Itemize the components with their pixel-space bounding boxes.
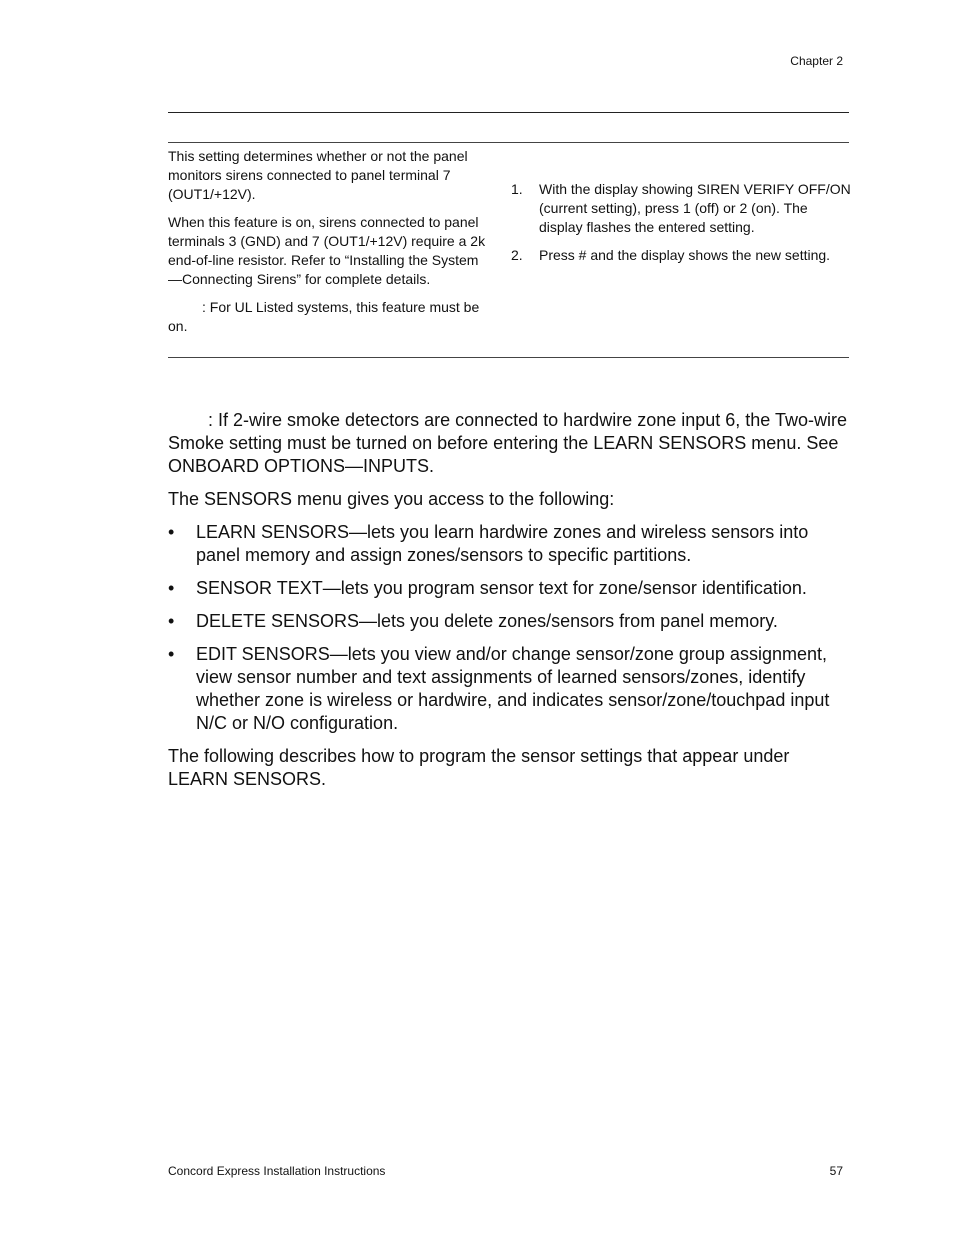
bullet: • [168,522,175,542]
list-item-text: SENSOR TEXT—lets you program sensor text for zone/sensor identification. [196,578,807,598]
footer-title: Concord Express Installation Instructions [168,1164,386,1178]
sensors-menu-list [168,521,848,735]
table-bottom-rule [168,357,849,358]
ul-note [168,298,492,336]
header-rule [168,112,849,113]
bullet: • [168,644,175,664]
step-number: 1. [511,181,523,197]
step-item [511,246,853,265]
smoke-detector-note [168,409,848,478]
list-item-text: LEARN SENSORS—lets you learn hardwire zones and wireless sensors into panel memory and assign zones/sensors to specific partitions. [196,522,809,565]
list-item [168,521,848,567]
smoke-detector-note-text: : If 2-wire smoke detectors are connected to hardwire zone input 6, the Two-wire Smoke setting must be turned on before entering the LEARN SENSORS menu. See ONBOARD OPTIONS—INPUTS. [168,410,847,476]
page-number: 57 [829,1164,843,1178]
table-top-rule [168,142,849,143]
bullet: • [168,611,175,631]
step-item [511,180,853,237]
setting-steps [511,180,853,274]
list-item-text: EDIT SENSORS—lets you view and/or change sensor/zone group assignment, view sensor number and text assignments of learned sensors/zones, identify whether zone is wireless or hardwire, and indicates sensor/zone/touchpad input N/C or N/O configuration. [196,644,830,733]
body-content [168,409,848,801]
ul-note-text: : For UL Listed systems, this feature must be on. [168,299,480,334]
list-item [168,577,848,600]
list-item [168,610,848,633]
step-number: 2. [511,247,523,263]
bullet: • [168,578,175,598]
list-item-text: DELETE SENSORS—lets you delete zones/sensors from panel memory. [196,611,778,631]
description-paragraph-2: When this feature is on, sirens connected to panel terminals 3 (GND) and 7 (OUT1/+12V) require a 2k end-of-line resistor. Refer to “Installing the System—Connecting Sirens” for complete details. [168,214,486,287]
closing-paragraph: The following describes how to program the sensor settings that appear under LEARN SENSORS. [168,746,790,789]
list-item [168,643,848,735]
step-text: With the display showing SIREN VERIFY OFF/ON (current setting), press 1 (off) or 2 (on). The display flashes the entered setting. [539,181,851,235]
step-text: Press # and the display shows the new setting. [539,247,831,263]
sensors-intro: The SENSORS menu gives you access to the following: [168,489,615,509]
description-paragraph-1: This setting determines whether or not the panel monitors sirens connected to panel terminal 7 (OUT1/+12V). [168,148,468,202]
chapter-label: Chapter 2 [790,54,843,68]
setting-description [168,147,492,345]
